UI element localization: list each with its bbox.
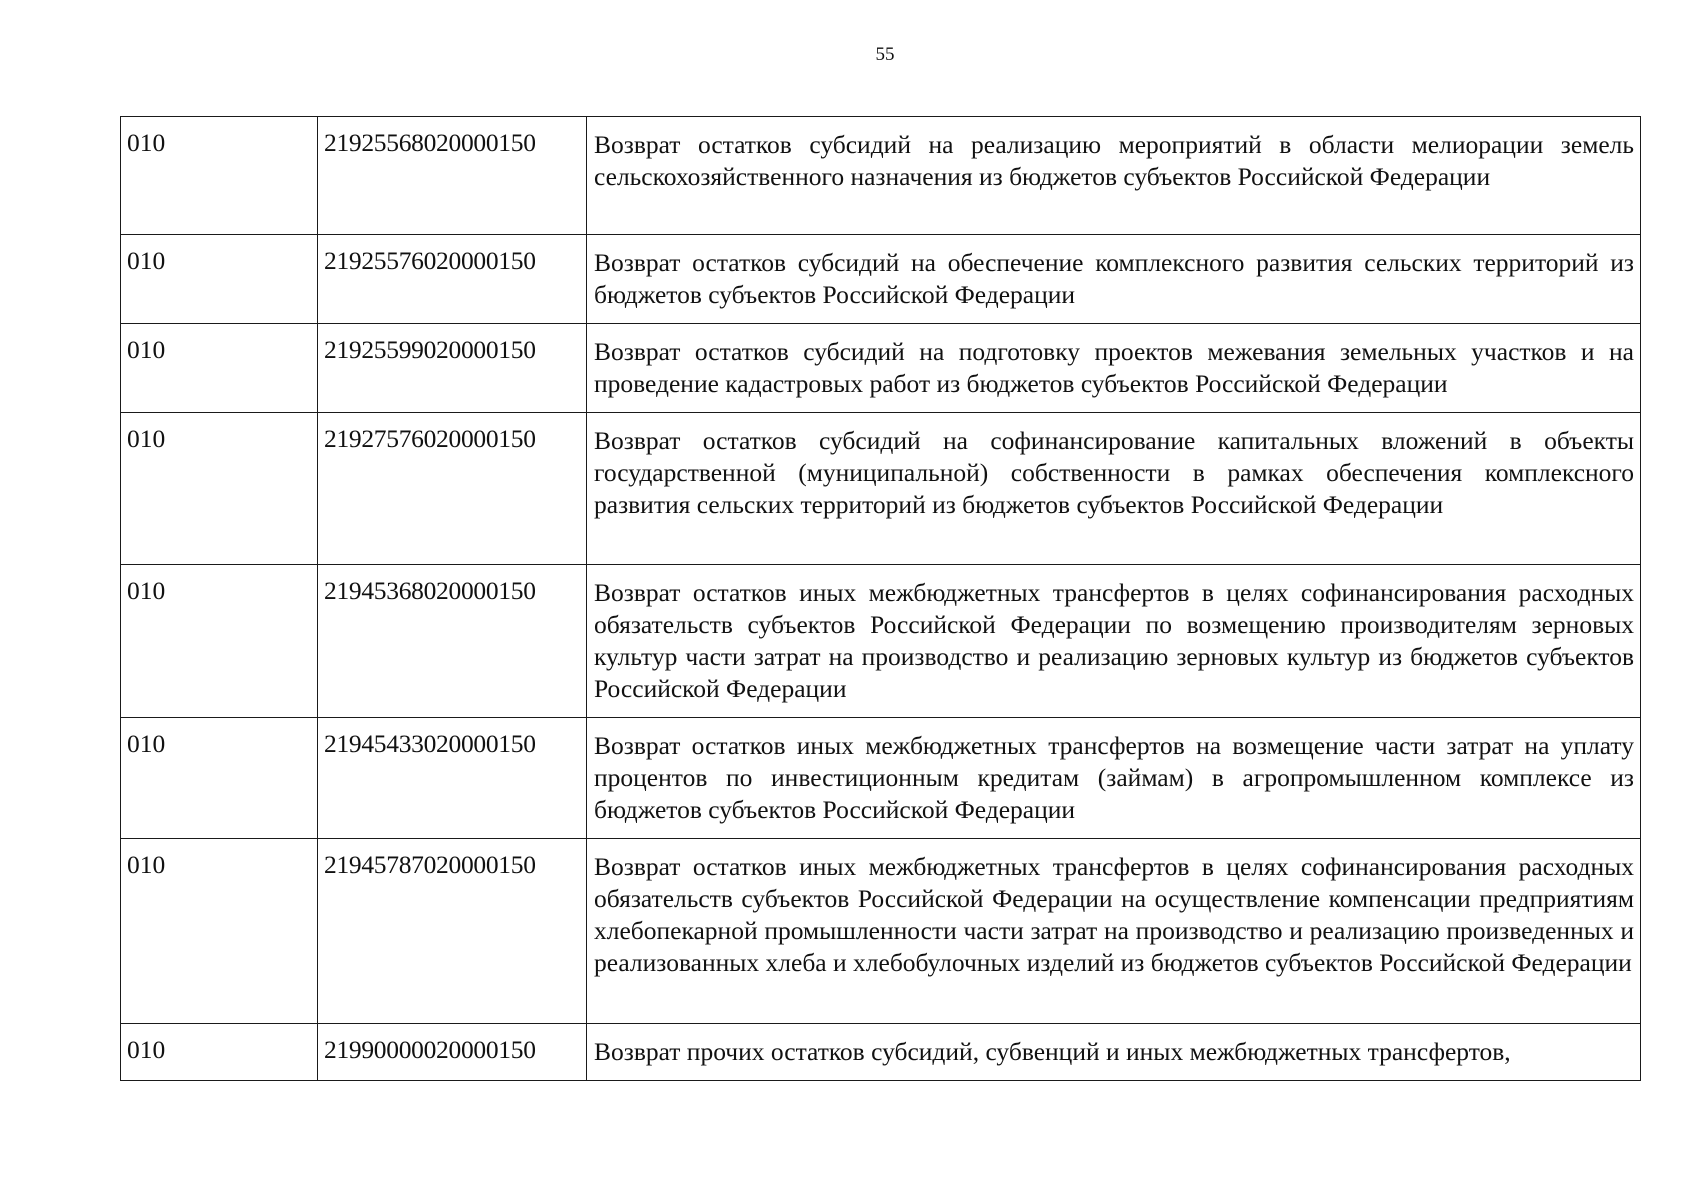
admin-code-cell: 010 xyxy=(121,235,318,324)
table-row xyxy=(121,413,1641,565)
budget-code-cell: 21925576020000150 xyxy=(318,235,587,324)
table-row xyxy=(121,235,1641,324)
table-row xyxy=(121,839,1641,1024)
description-cell: Возврат остатков субсидий на подготовку проектов межевания земельных участков и на проведение кадастровых работ из бюджетов субъектов Российской Федерации xyxy=(587,324,1641,413)
admin-code-cell: 010 xyxy=(121,718,318,839)
description-cell: Возврат остатков субсидий на реализацию мероприятий в области мелиорации земель сельскохозяйственного назначения из бюджетов субъектов Российской Федерации xyxy=(587,117,1641,235)
description-cell: Возврат прочих остатков субсидий, субвенций и иных межбюджетных трансфертов, xyxy=(587,1024,1641,1081)
budget-code-cell: 21925568020000150 xyxy=(318,117,587,235)
budget-code-cell: 21945433020000150 xyxy=(318,718,587,839)
description-cell: Возврат остатков субсидий на софинансирование капитальных вложений в объекты государственной (муниципальной) собственности в рамках обеспечения комплексного развития сельских территорий из бюджетов субъектов Российской Федерации xyxy=(587,413,1641,565)
description-cell: Возврат остатков иных межбюджетных трансфертов в целях софинансирования расходных обязательств субъектов Российской Федерации на осуществление компенсации предприятиям хлебопекарной промышленности части затрат на производство и реализацию произведенных и реализованных хлеба и хлебобулочных изделий из бюджетов субъектов Российской Федерации xyxy=(587,839,1641,1024)
admin-code-cell: 010 xyxy=(121,565,318,718)
admin-code-cell: 010 xyxy=(121,413,318,565)
table-row xyxy=(121,718,1641,839)
admin-code-cell: 010 xyxy=(121,839,318,1024)
budget-code-cell: 21990000020000150 xyxy=(318,1024,587,1081)
budget-code-table xyxy=(120,116,1641,1081)
description-cell: Возврат остатков иных межбюджетных трансфертов в целях софинансирования расходных обязательств субъектов Российской Федерации по возмещению производителям зерновых культур части затрат на производство и реализацию зерновых культур из бюджетов субъектов Российской Федерации xyxy=(587,565,1641,718)
admin-code-cell: 010 xyxy=(121,1024,318,1081)
table-row xyxy=(121,117,1641,235)
description-cell: Возврат остатков субсидий на обеспечение комплексного развития сельских территорий из бюджетов субъектов Российской Федерации xyxy=(587,235,1641,324)
description-cell: Возврат остатков иных межбюджетных трансфертов на возмещение части затрат на уплату процентов по инвестиционным кредитам (займам) в агропромышленном комплексе из бюджетов субъектов Российской Федерации xyxy=(587,718,1641,839)
table-row xyxy=(121,565,1641,718)
page-number: 55 xyxy=(875,44,895,65)
table-row xyxy=(121,324,1641,413)
budget-code-cell: 21945787020000150 xyxy=(318,839,587,1024)
admin-code-cell: 010 xyxy=(121,324,318,413)
budget-code-cell: 21925599020000150 xyxy=(318,324,587,413)
admin-code-cell: 010 xyxy=(121,117,318,235)
budget-code-cell: 21927576020000150 xyxy=(318,413,587,565)
budget-code-cell: 21945368020000150 xyxy=(318,565,587,718)
table-row xyxy=(121,1024,1641,1081)
